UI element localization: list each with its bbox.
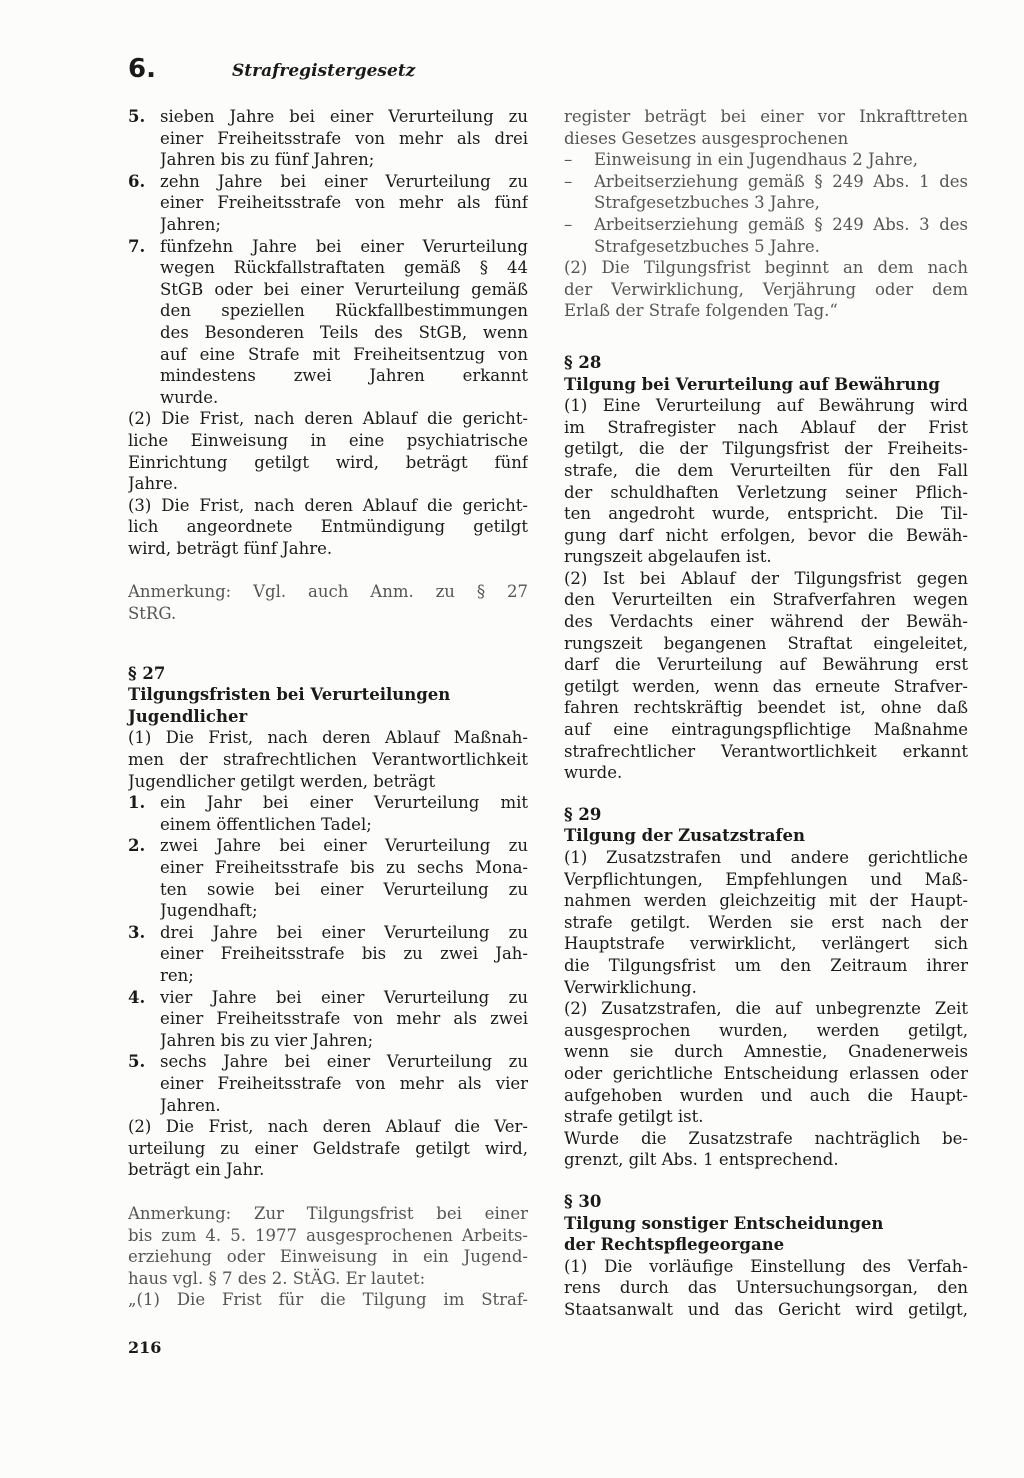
text-line: einem öffentlichen Tadel; [160, 814, 372, 834]
text-line: (1) Zusatzstrafen und andere gerichtliche [564, 848, 968, 867]
item-text [160, 1051, 528, 1116]
dash-text [594, 171, 968, 214]
text-line: StRG. [128, 604, 177, 624]
title-line: Tilgung bei Verurteilung auf Bewährung [564, 374, 940, 394]
text-line: des Verdachts einer während der Bewäh- [564, 612, 968, 632]
text-line: fünfzehn Jahre bei einer Verurteilung [160, 236, 528, 256]
text-line: Verpflichtungen, Empfehlungen und Maß- [564, 869, 968, 889]
text-line: einer Freiheitsstrafe bis zu zwei Jah- [160, 944, 528, 964]
text-line: getilgt, die der Tilgungsfrist der Freiheits- [564, 439, 968, 459]
text-line: drei Jahre bei einer Verurteilung zu [160, 922, 528, 942]
list-a [128, 106, 528, 408]
text-line: rens durch das Untersuchungsorgan, den [564, 1278, 968, 1298]
dash-text [594, 214, 968, 257]
text-line: im Strafregister nach Ablauf der Frist [564, 417, 968, 437]
text-line: auf eine Strafe mit Freiheitsentzug von [160, 344, 528, 364]
section-29-paragraph-3 [564, 1128, 968, 1171]
left-column [128, 106, 528, 1311]
dash-bullet: – [564, 214, 573, 234]
section-number: § 29 [564, 804, 602, 824]
section-title [128, 684, 528, 727]
title-line: der Rechtspflegeorgane [564, 1235, 785, 1255]
text-line: wird, beträgt fünf Jahre. [128, 538, 333, 558]
list-item [128, 987, 528, 1052]
dash-item [564, 149, 968, 171]
text-line: strafe getilgt ist. [564, 1107, 704, 1127]
page-number: 216 [128, 1338, 162, 1357]
text-line: ren; [160, 965, 194, 985]
text-line: liche Einweisung in eine psychiatrische [128, 430, 528, 450]
text-line: Jahren; [160, 214, 221, 234]
list-item [128, 171, 528, 236]
text-line: zwei Jahre bei einer Verurteilung zu [160, 836, 528, 856]
list-item [128, 106, 528, 171]
section-28-paragraph-1 [564, 395, 968, 568]
text-line: ten sowie bei einer Verurteilung zu [160, 879, 528, 899]
text-line: haus vgl. § 7 des 2. StÄG. Er lautet: [128, 1268, 426, 1288]
section-30-paragraph-1 [564, 1256, 968, 1321]
item-number: 1. [128, 793, 146, 813]
text-line: men der strafrechtlichen Verantwortlichkeit [128, 750, 528, 770]
text-line: den Verurteilten ein Strafverfahren wegen [564, 590, 968, 610]
text-line: Strafgesetzbuches 3 Jahre, [594, 193, 820, 213]
section-27-list [128, 792, 528, 1116]
text-line: mindestens zwei Jahren erkannt [160, 366, 528, 386]
text-line: (2) Die Frist, nach deren Ablauf die Ver- [128, 1117, 528, 1137]
annotation-continued [564, 106, 968, 322]
section-number: § 28 [564, 352, 602, 372]
section-title [564, 1213, 968, 1256]
section-number: § 27 [128, 663, 166, 683]
text-line: Strafgesetzbuches 5 Jahre. [594, 236, 820, 256]
title-line: Tilgung sonstiger Entscheidungen [564, 1213, 884, 1233]
text-line: der schuldhaften Verletzung seiner Pflich- [564, 482, 968, 502]
text-line: urteilung zu einer Geldstrafe getilgt wird, [128, 1138, 528, 1158]
list-item [128, 922, 528, 987]
text-line: rungszeit abgelaufen ist. [564, 547, 772, 567]
list-item [128, 792, 528, 835]
text-line: Erlaß der Strafe folgenden Tag.“ [564, 301, 838, 321]
text-line: Jahre. [128, 474, 178, 494]
text-line: Hauptstrafe verwirklicht, verlängert sich [564, 934, 968, 954]
right-column [564, 106, 968, 1320]
chapter-number: 6. [128, 54, 156, 84]
text-line: ein Jahr bei einer Verurteilung mit [160, 793, 528, 813]
section-27-paragraph-1 [128, 727, 528, 792]
item-number: 6. [128, 171, 146, 191]
text-line: sechs Jahre bei einer Verurteilung zu [160, 1052, 528, 1072]
text-line: Jahren bis zu fünf Jahren; [160, 150, 375, 170]
text-line: oder gerichtliche Entscheidung erlassen oder [564, 1063, 968, 1083]
text-line: wurde. [564, 763, 623, 783]
text-line: einer Freiheitsstrafe von mehr als zwei [160, 1009, 528, 1029]
item-number: 5. [128, 1052, 146, 1072]
text-line: Jugendlicher getilgt werden, beträgt [128, 771, 436, 791]
item-text [160, 106, 528, 171]
text-line: des Besonderen Teils des StGB, wenn [160, 322, 528, 342]
text-line: „(1) Die Frist für die Tilgung im Straf- [128, 1290, 528, 1310]
list-item [128, 835, 528, 921]
text-line: der Verwirklichung, Verjährung oder dem [564, 279, 968, 299]
item-number: 2. [128, 836, 146, 856]
item-text [160, 922, 528, 987]
text-line: (1) Eine Verurteilung auf Bewährung wird [564, 396, 968, 416]
section-29-paragraph-1 [564, 847, 968, 998]
text-line: einer Freiheitsstrafe von mehr als drei [160, 128, 528, 148]
section-title [564, 825, 968, 847]
section-29-paragraph-2 [564, 998, 968, 1128]
text-line: gung darf nicht erfolgen, bevor die Bewäh- [564, 525, 968, 545]
title-line: Jugendlicher [128, 706, 248, 726]
text-line: bis zum 4. 5. 1977 ausgesprochenen Arbeits- [128, 1225, 528, 1245]
text-line: wenn sie durch Amnestie, Gnadenerweis [564, 1042, 968, 1062]
text-line: auf eine eintragungspflichtige Maßnahme [564, 720, 968, 740]
paragraph-3 [128, 495, 528, 560]
title-line: Tilgungsfristen bei Verurteilungen [128, 685, 451, 705]
text-line: wurde. [160, 387, 219, 407]
text-line: Jugendhaft; [160, 901, 258, 921]
text-line: den speziellen Rückfallbestimmungen [160, 301, 528, 321]
item-number: 4. [128, 987, 146, 1007]
text-line: Anmerkung: Zur Tilgungsfrist bei einer [128, 1203, 528, 1223]
item-number: 7. [128, 236, 146, 256]
text-line: sieben Jahre bei einer Verurteilung zu [160, 107, 528, 126]
dash-item [564, 171, 968, 214]
text-line: darf die Verurteilung auf Bewährung erst [564, 655, 968, 675]
text-line: strafrechtlicher Verantwortlichkeit erkannt [564, 741, 968, 761]
text-line: Einweisung in ein Jugendhaus 2 Jahre, [594, 150, 918, 170]
paragraph-2 [128, 408, 528, 494]
annotation-note [128, 1203, 528, 1311]
text-line: nahmen werden gleichzeitig mit der Haupt- [564, 891, 968, 911]
dash-bullet: – [564, 150, 573, 170]
text-line: vier Jahre bei einer Verurteilung zu [160, 987, 528, 1007]
text-line: einer Freiheitsstrafe bis zu sechs Mona- [160, 858, 528, 877]
dash-bullet: – [564, 171, 573, 191]
section-number: § 30 [564, 1191, 602, 1211]
text-line: fahren rechtskräftig beendet ist, ohne daß [564, 698, 968, 718]
section-27-paragraph-2 [128, 1116, 528, 1181]
text-line: zehn Jahre bei einer Verurteilung zu [160, 171, 528, 191]
annotation-note [128, 581, 528, 624]
text-line: grenzt, gilt Abs. 1 entsprechend. [564, 1150, 839, 1170]
title-line: Tilgung der Zusatzstrafen [564, 826, 805, 846]
item-text [160, 792, 528, 835]
text-line: Arbeitserziehung gemäß § 249 Abs. 3 des [594, 214, 968, 234]
text-line: aufgehoben wurden und auch die Haupt- [564, 1085, 968, 1105]
text-line: Staatsanwalt und das Gericht wird getilgt, [564, 1299, 968, 1319]
text-line: lich angeordnete Entmündigung getilgt [128, 517, 528, 537]
text-line: (2) Ist bei Ablauf der Tilgungsfrist gegen [564, 568, 968, 588]
item-number: 5. [128, 107, 146, 126]
text-line: ten angedroht wurde, entspricht. Die Til- [564, 504, 968, 524]
dash-item [564, 214, 968, 257]
text-line: erziehung oder Einweisung in ein Jugend- [128, 1247, 528, 1267]
text-line: (3) Die Frist, nach deren Ablauf die gericht- [128, 495, 528, 515]
text-line: Verwirklichung. [564, 977, 697, 997]
text-line: einer Freiheitsstrafe von mehr als fünf [160, 193, 528, 213]
section-title [564, 374, 968, 396]
text-line: Anmerkung: Vgl. auch Anm. zu § 27 [128, 582, 528, 602]
item-text [160, 171, 528, 236]
dash-text [594, 149, 968, 171]
text-line: getilgt werden, wenn das erneute Strafver- [564, 676, 968, 696]
text-line: strafe getilgt. Werden sie erst nach der [564, 912, 968, 932]
text-line: (1) Die vorläufige Einstellung des Verfah- [564, 1256, 968, 1276]
text-line: einer Freiheitsstrafe von mehr als vier [160, 1073, 528, 1093]
text-line: StGB oder bei einer Verurteilung gemäß [160, 279, 528, 299]
list-item [128, 1051, 528, 1116]
running-title: Strafregistergesetz [232, 61, 416, 81]
text-line: (2) Zusatzstrafen, die auf unbegrenzte Zeit [564, 999, 968, 1019]
text-line: (2) Die Tilgungsfrist beginnt an dem nach [564, 258, 968, 278]
text-line: register beträgt bei einer vor Inkrafttreten [564, 107, 968, 126]
text-line: Jahren. [160, 1095, 221, 1115]
text-line: rungszeit begangenen Straftat eingeleitet, [564, 633, 968, 653]
item-text [160, 236, 528, 409]
item-text [160, 835, 528, 921]
text-line: (1) Die Frist, nach deren Ablauf Maßnah- [128, 728, 528, 748]
text-line: Einrichtung getilgt wird, beträgt fünf [128, 452, 528, 472]
text-line: wegen Rückfallstraftaten gemäß § 44 [160, 258, 528, 278]
text-line: Arbeitserziehung gemäß § 249 Abs. 1 des [594, 171, 968, 191]
text-line: Wurde die Zusatzstrafe nachträglich be- [564, 1128, 968, 1148]
item-number: 3. [128, 922, 146, 942]
list-item [128, 236, 528, 409]
text-line: ausgesprochen wurden, werden getilgt, [564, 1020, 968, 1040]
text-line: beträgt ein Jahr. [128, 1160, 265, 1180]
text-line: strafe, die dem Verurteilten für den Fall [564, 460, 968, 480]
text-line: (2) Die Frist, nach deren Ablauf die gericht- [128, 409, 528, 429]
text-line: Jahren bis zu vier Jahren; [160, 1030, 374, 1050]
item-text [160, 987, 528, 1052]
text-line: die Tilgungsfrist um den Zeitraum ihrer [564, 955, 968, 975]
text-line: dieses Gesetzes ausgesprochenen [564, 128, 849, 148]
section-28-paragraph-2 [564, 568, 968, 784]
